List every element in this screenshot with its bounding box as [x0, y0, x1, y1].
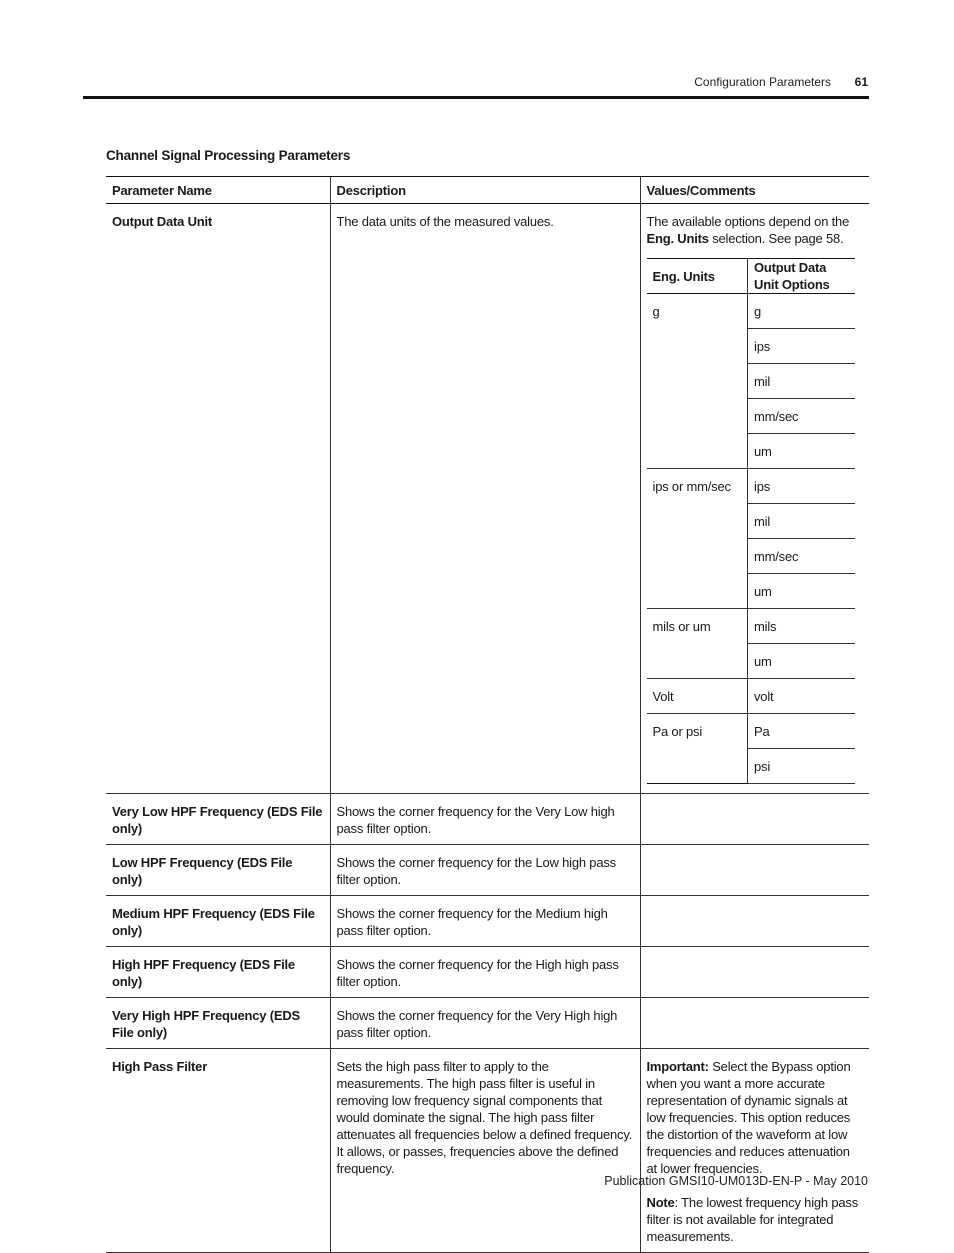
parameter-values — [640, 1049, 869, 1253]
parameter-description: Shows the corner frequency for the Very Low high pass filter option. — [330, 794, 640, 845]
page-number: 61 — [854, 75, 868, 89]
parameter-values — [640, 947, 869, 998]
table-title: Channel Signal Processing Parameters — [106, 148, 351, 163]
comment-text: The available options depend on the — [646, 214, 850, 229]
output-unit-option: ips — [748, 469, 855, 504]
subtable-header-eng-units: Eng. Units — [647, 259, 748, 294]
publication-footer: Publication GMSI10-UM013D-EN-P - May 2010 — [604, 1174, 868, 1188]
parameter-name: Medium HPF Frequency (EDS File only) — [106, 896, 330, 947]
output-unit-option: um — [748, 434, 855, 469]
comment-text-end: selection. See page 58. — [708, 231, 844, 246]
header-rule — [83, 96, 869, 99]
table-row — [106, 845, 869, 896]
table-row-output-data-unit — [106, 204, 869, 794]
parameter-description: Shows the corner frequency for the Medium high pass filter option. — [330, 896, 640, 947]
parameter-description: The data units of the measured values. — [330, 204, 640, 794]
parameter-description: Shows the corner frequency for the Very High high pass filter option. — [330, 998, 640, 1049]
output-unit-option: mil — [748, 364, 855, 399]
parameter-values — [640, 204, 869, 794]
note-text: : The lowest frequency high pass filter is not available for integrated measurements. — [646, 1195, 859, 1244]
output-unit-option: ips — [748, 329, 855, 364]
table-row — [106, 794, 869, 845]
eng-unit-cell: Pa or psi — [647, 714, 748, 784]
important-note — [647, 1058, 864, 1177]
parameter-values — [640, 998, 869, 1049]
output-unit-option: psi — [748, 749, 855, 784]
table-row-high-pass-filter — [106, 1049, 869, 1253]
eng-units-table — [647, 258, 855, 784]
parameter-values — [640, 896, 869, 947]
output-unit-option: um — [748, 644, 855, 679]
subtable-row — [647, 609, 855, 644]
output-unit-option: um — [748, 574, 855, 609]
subtable-row — [647, 294, 855, 329]
important-label: Important: — [646, 1059, 709, 1074]
eng-unit-cell: g — [647, 294, 748, 469]
parameter-name: High HPF Frequency (EDS File only) — [106, 947, 330, 998]
parameter-name: Low HPF Frequency (EDS File only) — [106, 845, 330, 896]
note — [647, 1194, 864, 1245]
parameter-values — [640, 845, 869, 896]
table-row — [106, 998, 869, 1049]
comment-bold-term: Eng. Units — [646, 231, 709, 246]
eng-unit-cell: ips or mm/sec — [647, 469, 748, 609]
parameters-table — [106, 176, 869, 1253]
subtable-header-output-options: Output Data Unit Options — [748, 259, 855, 294]
eng-unit-cell: mils or um — [647, 609, 748, 679]
parameter-values — [640, 794, 869, 845]
important-text: Select the Bypass option when you want a more accurate representation of dynamic signals at low frequencies. This option reduces the distortion of the waveform at low frequencies and reduces attenuation at lower frequencies. — [646, 1059, 851, 1176]
output-unit-option: mm/sec — [748, 539, 855, 574]
values-comment — [647, 213, 864, 247]
output-unit-option: g — [748, 294, 855, 329]
parameter-description: Shows the corner frequency for the Low high pass filter option. — [330, 845, 640, 896]
output-unit-option: mil — [748, 504, 855, 539]
output-unit-option: mils — [748, 609, 855, 644]
subtable-row — [647, 714, 855, 749]
parameter-name: Output Data Unit — [106, 204, 330, 794]
parameter-name: Very High HPF Frequency (EDS File only) — [106, 998, 330, 1049]
output-unit-option: Pa — [748, 714, 855, 749]
table-header-row — [106, 177, 869, 204]
parameter-description: Shows the corner frequency for the High high pass filter option. — [330, 947, 640, 998]
eng-units-body — [647, 294, 855, 784]
column-header-values-comments: Values/Comments — [640, 177, 869, 204]
output-unit-option: mm/sec — [748, 399, 855, 434]
table-row — [106, 947, 869, 998]
parameter-name: High Pass Filter — [106, 1049, 330, 1253]
subtable-row — [647, 679, 855, 714]
column-header-description: Description — [330, 177, 640, 204]
table-row — [106, 896, 869, 947]
column-header-parameter-name: Parameter Name — [106, 177, 330, 204]
subtable-row — [647, 469, 855, 504]
running-header-section: Configuration Parameters — [694, 75, 831, 89]
note-label: Note — [646, 1195, 675, 1210]
output-unit-option: volt — [748, 679, 855, 714]
parameter-name: Very Low HPF Frequency (EDS File only) — [106, 794, 330, 845]
subtable-header-row — [647, 259, 855, 294]
eng-unit-cell: Volt — [647, 679, 748, 714]
parameter-description: Sets the high pass filter to apply to the measurements. The high pass filter is useful in removing low frequency signal components that would dominate the signal. The high pass filter attenuates all frequencies below a defined frequency. It allows, or passes, frequencies above the defined frequency. — [330, 1049, 640, 1253]
